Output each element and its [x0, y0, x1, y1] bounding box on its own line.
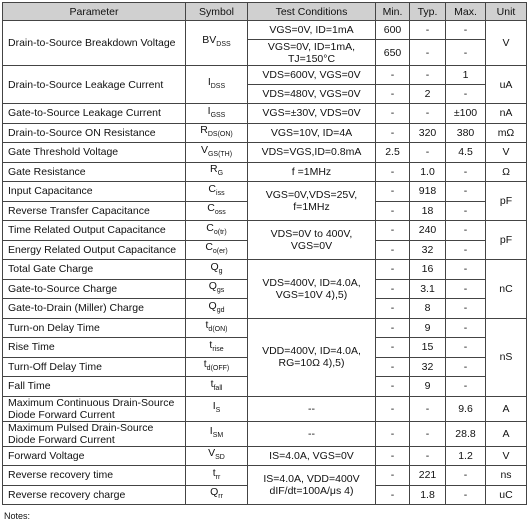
- typ-cell: -: [410, 421, 446, 446]
- table-row: [3, 260, 527, 280]
- table-row: [3, 466, 527, 486]
- header-symbol: Symbol: [186, 3, 248, 21]
- test-condition-cell: VDS=480V, VGS=0V: [248, 85, 376, 104]
- test-condition-cell: IS=4.0A, VDD=400V dIF/dt=100A/μs 4): [248, 466, 376, 505]
- min-cell: 600: [376, 21, 410, 40]
- test-condition-cell: --: [248, 421, 376, 446]
- min-cell: -: [376, 85, 410, 104]
- typ-cell: 320: [410, 123, 446, 143]
- typ-cell: 8: [410, 299, 446, 319]
- header-typ: Typ.: [410, 3, 446, 21]
- max-cell: 1: [446, 66, 486, 85]
- min-cell: -: [376, 466, 410, 486]
- min-cell: -: [376, 485, 410, 505]
- unit-cell: V: [486, 21, 527, 66]
- symbol-cell: $I_{DSS}$: [186, 66, 248, 104]
- parameter-cell: Gate-to-Source Charge: [3, 279, 186, 299]
- max-cell: ±100: [446, 104, 486, 124]
- typ-cell: 2: [410, 85, 446, 104]
- symbol-cell: $R_{DS(ON)}$: [186, 123, 248, 143]
- symbol-cell: $V_{GS(TH)}$: [186, 143, 248, 163]
- symbol-cell: $V_{SD}$: [186, 446, 248, 466]
- parameter-cell: Gate-to-Drain (Miller) Charge: [3, 299, 186, 319]
- min-cell: -: [376, 66, 410, 85]
- min-cell: -: [376, 338, 410, 358]
- symbol-cell: $t_{d(OFF)}$: [186, 357, 248, 377]
- min-cell: -: [376, 377, 410, 397]
- test-condition-cell: f =1MHz: [248, 162, 376, 182]
- symbol-cell: $C_{iss}$: [186, 182, 248, 202]
- symbol-cell: $C_{o(er)}$: [186, 240, 248, 260]
- max-cell: -: [446, 21, 486, 40]
- max-cell: -: [446, 279, 486, 299]
- typ-cell: -: [410, 143, 446, 163]
- symbol-cell: $R_G$: [186, 162, 248, 182]
- max-cell: 1.2: [446, 446, 486, 466]
- max-cell: -: [446, 377, 486, 397]
- min-cell: -: [376, 123, 410, 143]
- parameter-cell: Energy Related Output Capacitance: [3, 240, 186, 260]
- symbol-cell: $Q_{rr}$: [186, 485, 248, 505]
- symbol-cell: $C_{oss}$: [186, 201, 248, 221]
- header-unit: Unit: [486, 3, 527, 21]
- typ-cell: 240: [410, 221, 446, 241]
- max-cell: -: [446, 299, 486, 319]
- header-test-conditions: Test Conditions: [248, 3, 376, 21]
- unit-cell: mΩ: [486, 123, 527, 143]
- unit-cell: uC: [486, 485, 527, 505]
- table-row: [3, 182, 527, 202]
- min-cell: -: [376, 279, 410, 299]
- min-cell: -: [376, 240, 410, 260]
- typ-cell: 9: [410, 318, 446, 338]
- max-cell: 380: [446, 123, 486, 143]
- max-cell: -: [446, 40, 486, 66]
- table-row: [3, 104, 527, 124]
- min-cell: -: [376, 318, 410, 338]
- table-row: [3, 396, 527, 421]
- test-condition-cell: VGS=0V, ID=1mA, TJ=150°C: [248, 40, 376, 66]
- max-cell: 9.6: [446, 396, 486, 421]
- min-cell: -: [376, 201, 410, 221]
- header-max: Max.: [446, 3, 486, 21]
- typ-cell: 18: [410, 201, 446, 221]
- max-cell: -: [446, 485, 486, 505]
- max-cell: -: [446, 260, 486, 280]
- unit-cell: nA: [486, 104, 527, 124]
- typ-cell: -: [410, 396, 446, 421]
- header-parameter: Parameter: [3, 3, 186, 21]
- parameter-cell: Reverse Transfer Capacitance: [3, 201, 186, 221]
- test-condition-cell: VDS=0V to 400V, VGS=0V: [248, 221, 376, 260]
- parameter-cell: Reverse recovery time: [3, 466, 186, 486]
- test-condition-cell: VGS=0V,VDS=25V, f=1MHz: [248, 182, 376, 221]
- unit-cell: A: [486, 421, 527, 446]
- test-condition-cell: VDS=400V, ID=4.0A, VGS=10V 4),5): [248, 260, 376, 319]
- parameter-cell: Turn-Off Delay Time: [3, 357, 186, 377]
- table-row: [3, 162, 527, 182]
- min-cell: -: [376, 104, 410, 124]
- parameter-cell: Drain-to-Source Breakdown Voltage: [3, 21, 186, 66]
- max-cell: -: [446, 357, 486, 377]
- min-cell: -: [376, 182, 410, 202]
- symbol-cell: $I_{SM}$: [186, 421, 248, 446]
- min-cell: -: [376, 299, 410, 319]
- test-condition-cell: --: [248, 396, 376, 421]
- test-condition-cell: VDD=400V, ID=4.0A, RG=10Ω 4),5): [248, 318, 376, 396]
- max-cell: -: [446, 182, 486, 202]
- typ-cell: 9: [410, 377, 446, 397]
- parameter-cell: Gate-to-Source Leakage Current: [3, 104, 186, 124]
- max-cell: -: [446, 318, 486, 338]
- symbol-cell: $t_{rr}$: [186, 466, 248, 486]
- symbol-cell: $t_{d(ON)}$: [186, 318, 248, 338]
- symbol-cell: $C_{o(tr)}$: [186, 221, 248, 241]
- min-cell: -: [376, 396, 410, 421]
- table-row: [3, 21, 527, 40]
- table-row: [3, 221, 527, 241]
- min-cell: -: [376, 421, 410, 446]
- typ-cell: -: [410, 40, 446, 66]
- header-row: [3, 3, 527, 21]
- parameter-cell: Drain-to-Source Leakage Current: [3, 66, 186, 104]
- unit-cell: V: [486, 446, 527, 466]
- unit-cell: A: [486, 396, 527, 421]
- typ-cell: 221: [410, 466, 446, 486]
- typ-cell: -: [410, 66, 446, 85]
- typ-cell: 16: [410, 260, 446, 280]
- min-cell: 650: [376, 40, 410, 66]
- typ-cell: -: [410, 21, 446, 40]
- typ-cell: -: [410, 446, 446, 466]
- max-cell: -: [446, 338, 486, 358]
- parameter-cell: Time Related Output Capacitance: [3, 221, 186, 241]
- symbol-cell: $I_S$: [186, 396, 248, 421]
- unit-cell: nC: [486, 260, 527, 319]
- parameter-cell: Rise Time: [3, 338, 186, 358]
- table-row: [3, 446, 527, 466]
- max-cell: -: [446, 201, 486, 221]
- unit-cell: pF: [486, 221, 527, 260]
- test-condition-cell: VGS=10V, ID=4A: [248, 123, 376, 143]
- max-cell: -: [446, 221, 486, 241]
- test-condition-cell: VDS=600V, VGS=0V: [248, 66, 376, 85]
- typ-cell: 3.1: [410, 279, 446, 299]
- typ-cell: 15: [410, 338, 446, 358]
- test-condition-cell: VDS=VGS,ID=0.8mA: [248, 143, 376, 163]
- parameter-cell: Turn-on Delay Time: [3, 318, 186, 338]
- electrical-characteristics-table: [2, 2, 527, 505]
- parameter-cell: Input Capacitance: [3, 182, 186, 202]
- unit-cell: ns: [486, 466, 527, 486]
- symbol-cell: $Q_g$: [186, 260, 248, 280]
- symbol-cell: $Q_{gs}$: [186, 279, 248, 299]
- table-row: [3, 66, 527, 85]
- parameter-cell: Gate Threshold Voltage: [3, 143, 186, 163]
- table-row: [3, 123, 527, 143]
- parameter-cell: Maximum Continuous Drain-Source Diode Forward Current: [3, 396, 186, 421]
- symbol-cell: $BV_{DSS}$: [186, 21, 248, 66]
- parameter-cell: Total Gate Charge: [3, 260, 186, 280]
- test-condition-cell: VGS=±30V, VDS=0V: [248, 104, 376, 124]
- max-cell: 4.5: [446, 143, 486, 163]
- table-row: [3, 143, 527, 163]
- min-cell: 2.5: [376, 143, 410, 163]
- unit-cell: nS: [486, 318, 527, 396]
- typ-cell: 32: [410, 357, 446, 377]
- symbol-cell: $I_{GSS}$: [186, 104, 248, 124]
- parameter-cell: Forward Voltage: [3, 446, 186, 466]
- parameter-cell: Maximum Pulsed Drain-Source Diode Forward Current: [3, 421, 186, 446]
- parameter-cell: Gate Resistance: [3, 162, 186, 182]
- header-min: Min.: [376, 3, 410, 21]
- notes-label: Notes:: [4, 511, 31, 521]
- min-cell: -: [376, 221, 410, 241]
- typ-cell: 918: [410, 182, 446, 202]
- min-cell: -: [376, 357, 410, 377]
- table-row: [3, 318, 527, 338]
- parameter-cell: Fall Time: [3, 377, 186, 397]
- typ-cell: 1.8: [410, 485, 446, 505]
- test-condition-cell: VGS=0V, ID=1mA: [248, 21, 376, 40]
- max-cell: -: [446, 240, 486, 260]
- min-cell: -: [376, 162, 410, 182]
- symbol-cell: $t_{fall}$: [186, 377, 248, 397]
- symbol-cell: $t_{rise}$: [186, 338, 248, 358]
- parameter-cell: Reverse recovery charge: [3, 485, 186, 505]
- unit-cell: Ω: [486, 162, 527, 182]
- parameter-cell: Drain-to-Source ON Resistance: [3, 123, 186, 143]
- min-cell: -: [376, 260, 410, 280]
- unit-cell: V: [486, 143, 527, 163]
- table-row: [3, 421, 527, 446]
- symbol-cell: $Q_{gd}$: [186, 299, 248, 319]
- typ-cell: 32: [410, 240, 446, 260]
- max-cell: -: [446, 85, 486, 104]
- min-cell: -: [376, 446, 410, 466]
- max-cell: -: [446, 466, 486, 486]
- test-condition-cell: IS=4.0A, VGS=0V: [248, 446, 376, 466]
- max-cell: -: [446, 162, 486, 182]
- typ-cell: 1.0: [410, 162, 446, 182]
- unit-cell: pF: [486, 182, 527, 221]
- typ-cell: -: [410, 104, 446, 124]
- max-cell: 28.8: [446, 421, 486, 446]
- unit-cell: uA: [486, 66, 527, 104]
